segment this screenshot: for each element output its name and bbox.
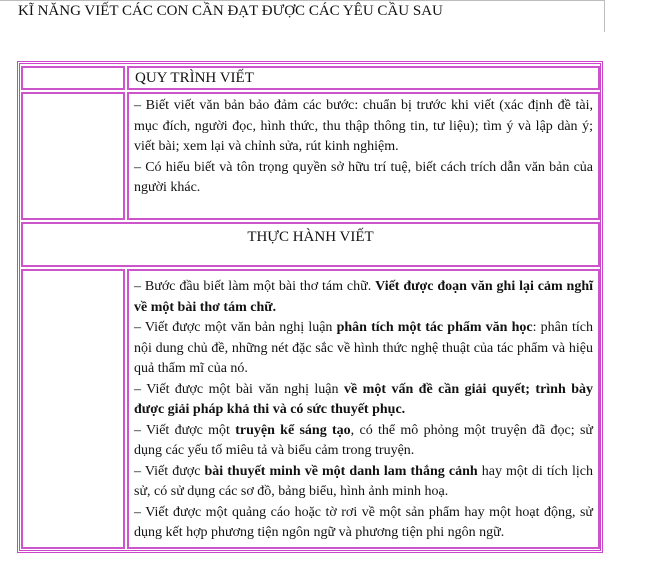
paragraph: – Biết viết văn bản bảo đảm các bước: chuẩn bị trước khi viết (xác định đề tài, mục đích, người đọc, hình thức, thu thập thông tin, tư liệu); tìm ý và lập dàn ý; viết bài; xem lại và chỉnh sửa, rút kinh nghiệm. bbox=[134, 98, 593, 154]
table-cell-empty bbox=[21, 66, 125, 90]
list-item: – Viết được một bài văn nghị luận về một vấn đề cần giải quyết; trình bày được giải pháp khả thi và có sức thuyết phục. bbox=[134, 381, 593, 417]
page-heading: KĨ NĂNG VIẾT CÁC CON CẦN ĐẠT ĐƯỢC CÁC YÊU CẦU SAU bbox=[18, 3, 443, 19]
table-cell-empty bbox=[21, 269, 125, 549]
list-item: – Bước đầu biết làm một bài thơ tám chữ. Viết được đoạn văn ghi lại cảm nghĩ về một bài thơ tám chữ. bbox=[134, 279, 593, 315]
writing-process-content bbox=[127, 92, 600, 220]
writing-practice-content bbox=[127, 269, 600, 549]
section-title-writing-practice: THỰC HÀNH VIẾT bbox=[21, 222, 600, 267]
page-right-edge bbox=[604, 0, 605, 32]
list-item: – Viết được một quảng cáo hoặc tờ rơi về một sản phẩm hay một hoạt động, sử dụng kết hợp phương tiện ngôn ngữ và phương tiện phi ngôn ngữ. bbox=[134, 504, 593, 540]
list-item: – Viết được một văn bản nghị luận phân tích một tác phẩm văn học: phân tích nội dung chủ đề, những nét đặc sắc về hình thức nghệ thuật của tác phẩm và hiệu quả thẩm mĩ của nó. bbox=[134, 320, 593, 376]
paragraph: – Có hiểu biết và tôn trọng quyền sở hữu trí tuệ, biết cách trích dẫn văn bản của người khác. bbox=[134, 159, 593, 195]
table-cell-empty bbox=[21, 92, 125, 220]
list-item: – Viết được một truyện kể sáng tạo, có thể mô phỏng một truyện đã đọc; sử dụng các yếu tố miêu tả và biểu cảm trong truyện. bbox=[134, 422, 593, 458]
section-title-writing-process: QUY TRÌNH VIẾT bbox=[127, 66, 600, 90]
page-top-edge bbox=[0, 0, 604, 1]
list-item: – Viết được bài thuyết minh về một danh lam thắng cảnh hay một di tích lịch sử, có sử dụng các sơ đồ, bảng biểu, hình ảnh minh hoạ. bbox=[134, 463, 593, 499]
